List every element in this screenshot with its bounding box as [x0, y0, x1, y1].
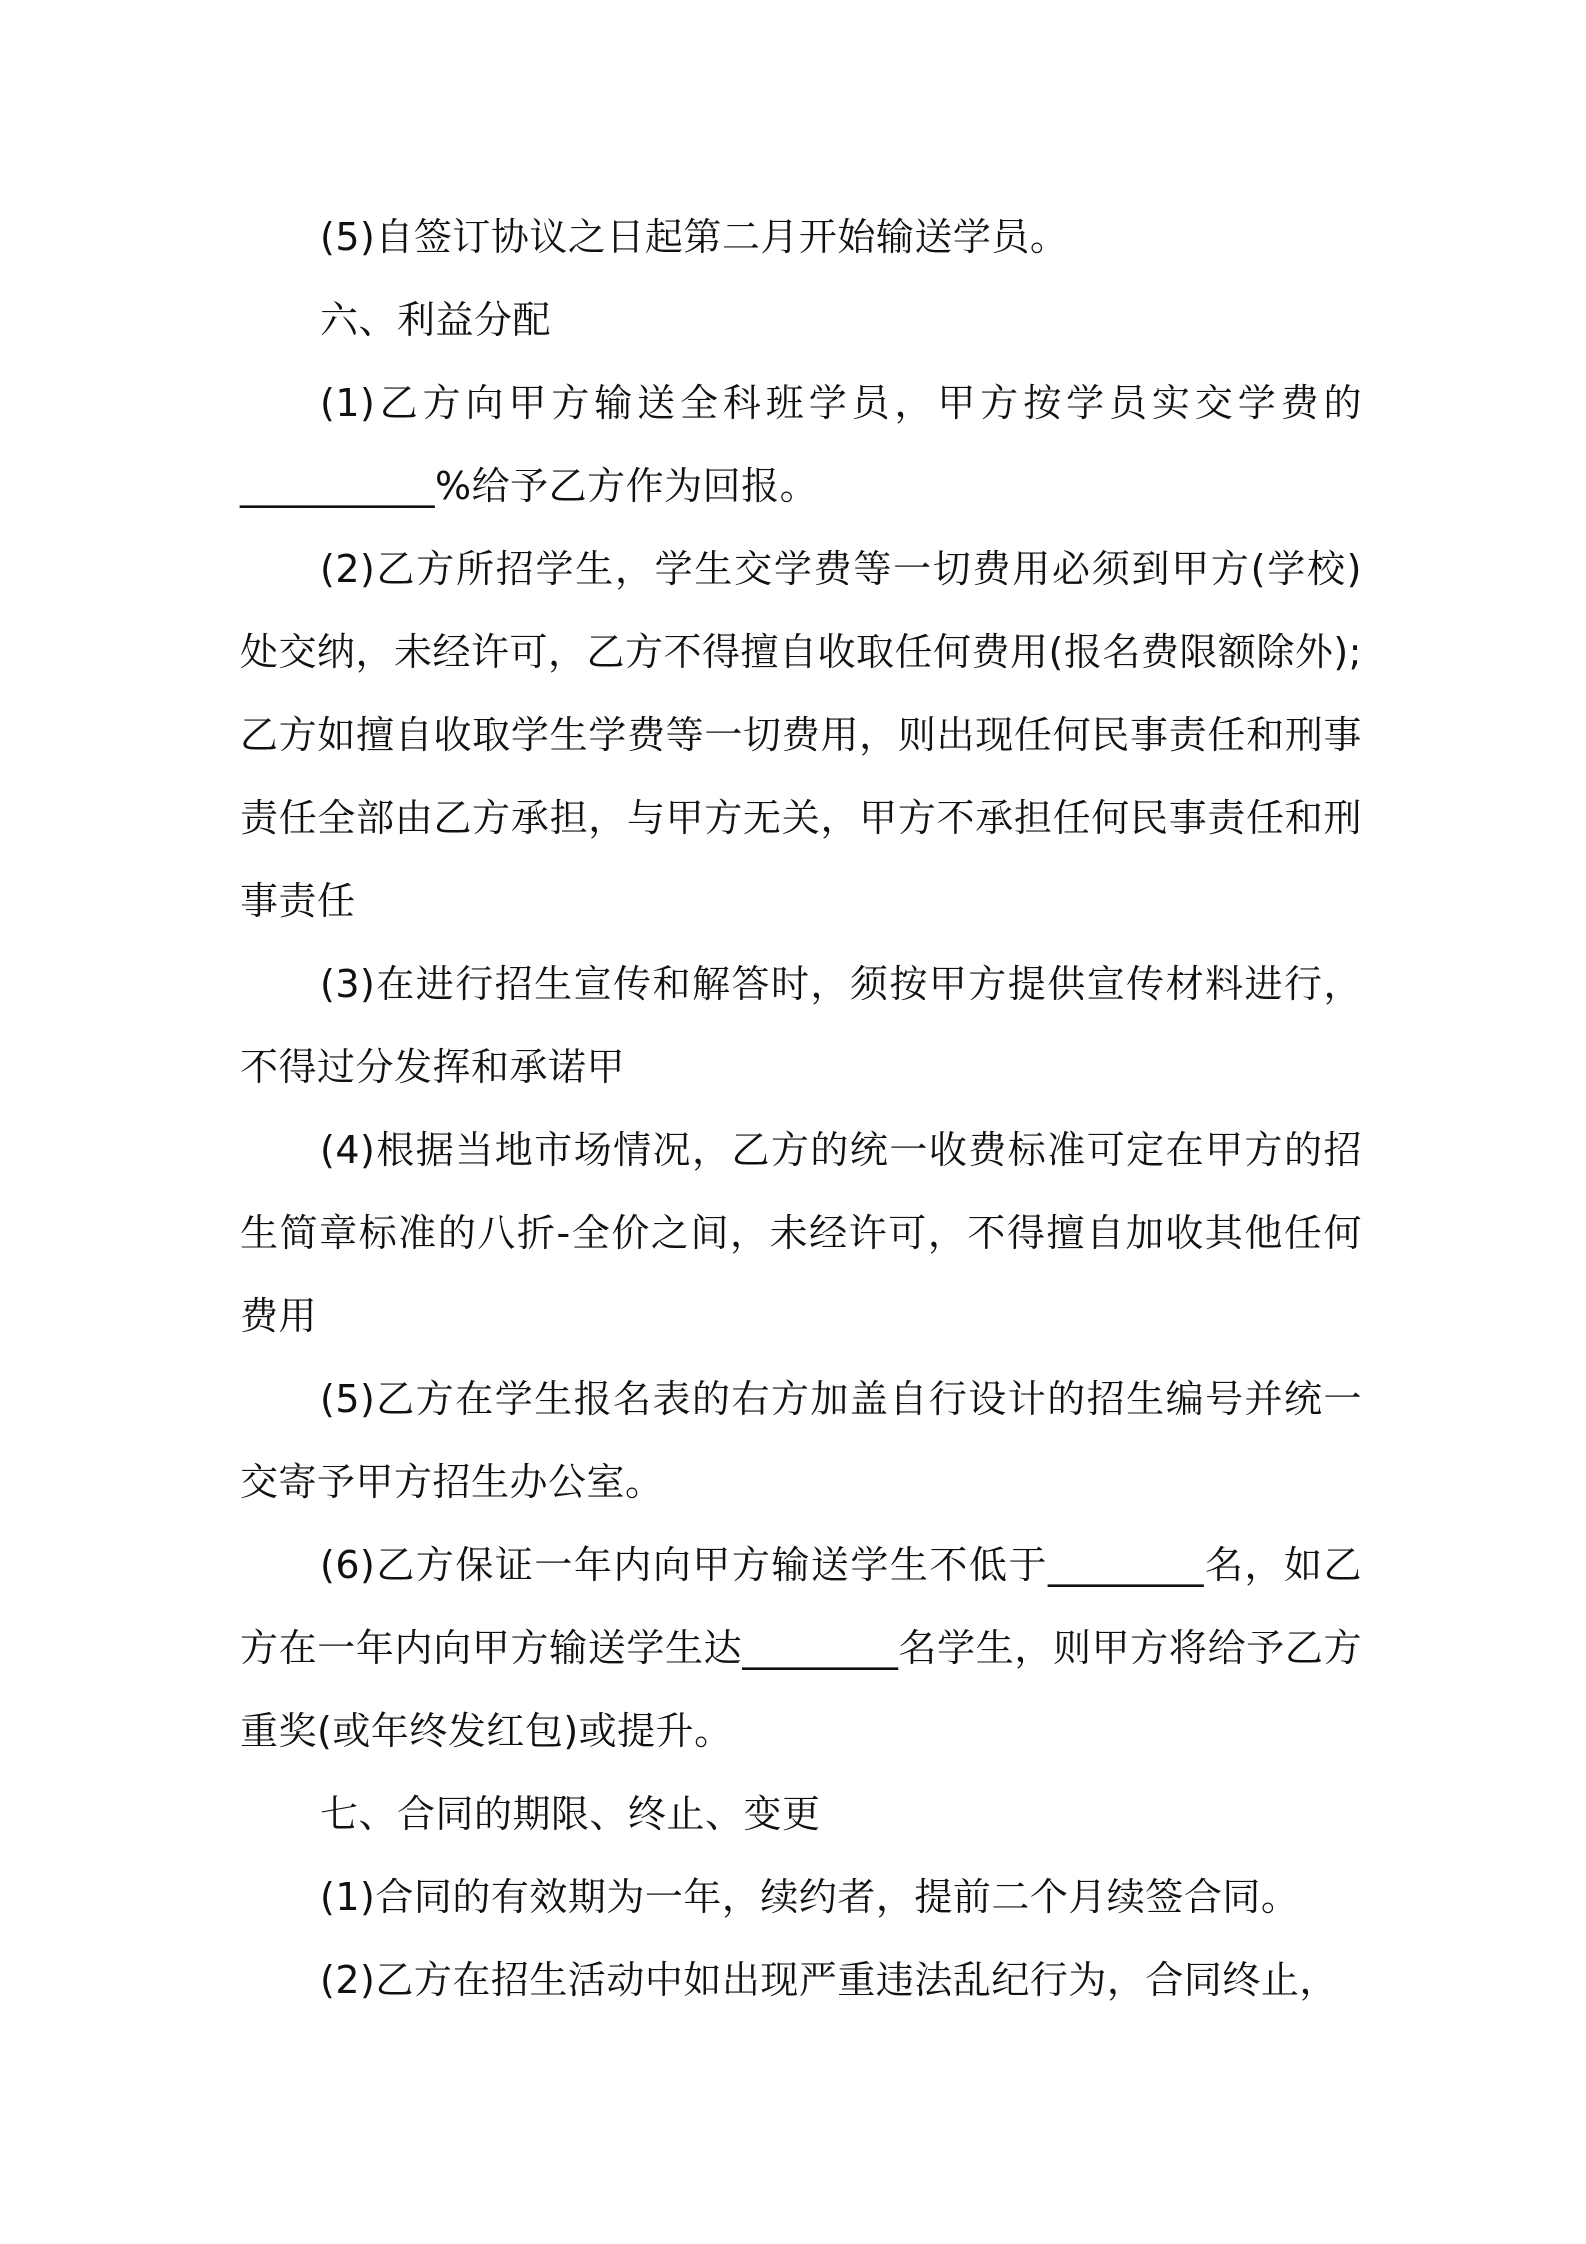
paragraph-7-2: (2)乙方在招生活动中如出现严重违法乱纪行为，合同终止，: [320, 1958, 1338, 2002]
document-body: [240, 196, 1362, 2022]
paragraph-6-5: (5)乙方在学生报名表的右方加盖自行设计的招生编号并统一交寄予甲方招生办公室。: [240, 1377, 1362, 1504]
section-heading-contract-term: 七、合同的期限、终止、变更: [320, 1792, 821, 1836]
paragraph-6-3: (3)在进行招生宣传和解答时，须按甲方提供宣传材料进行，不得过分发挥和承诺甲: [240, 962, 1362, 1089]
paragraph-6-1: (1)乙方向甲方输送全科班学员，甲方按学员实交学费的__________%给予乙方作为回报。: [240, 381, 1362, 508]
paragraph-6-4: (4)根据当地市场情况，乙方的统一收费标准可定在甲方的招生简章标准的八折-全价之间，未经许可，不得擅自加收其他任何费用: [240, 1128, 1362, 1338]
paragraph-6-6: (6)乙方保证一年内向甲方输送学生不低于________名，如乙方在一年内向甲方输送学生达________名学生，则甲方将给予乙方重奖(或年终发红包)或提升。: [240, 1543, 1362, 1753]
paragraph-6-2: (2)乙方所招学生，学生交学费等一切费用必须到甲方(学校)处交纳，未经许可，乙方不得擅自收取任何费用(报名费限额除外);乙方如擅自收取学生学费等一切费用，则出现任何民事责任和刑事责任全部由乙方承担，与甲方无关，甲方不承担任何民事责任和刑事责任: [240, 547, 1362, 923]
section-heading-benefit-distribution: 六、利益分配: [320, 298, 552, 342]
paragraph-7-1: (1)合同的有效期为一年，续约者，提前二个月续签合同。: [320, 1875, 1300, 1919]
paragraph-6-5-transfer-start: (5)自签订协议之日起第二月开始输送学员。: [320, 215, 1069, 259]
